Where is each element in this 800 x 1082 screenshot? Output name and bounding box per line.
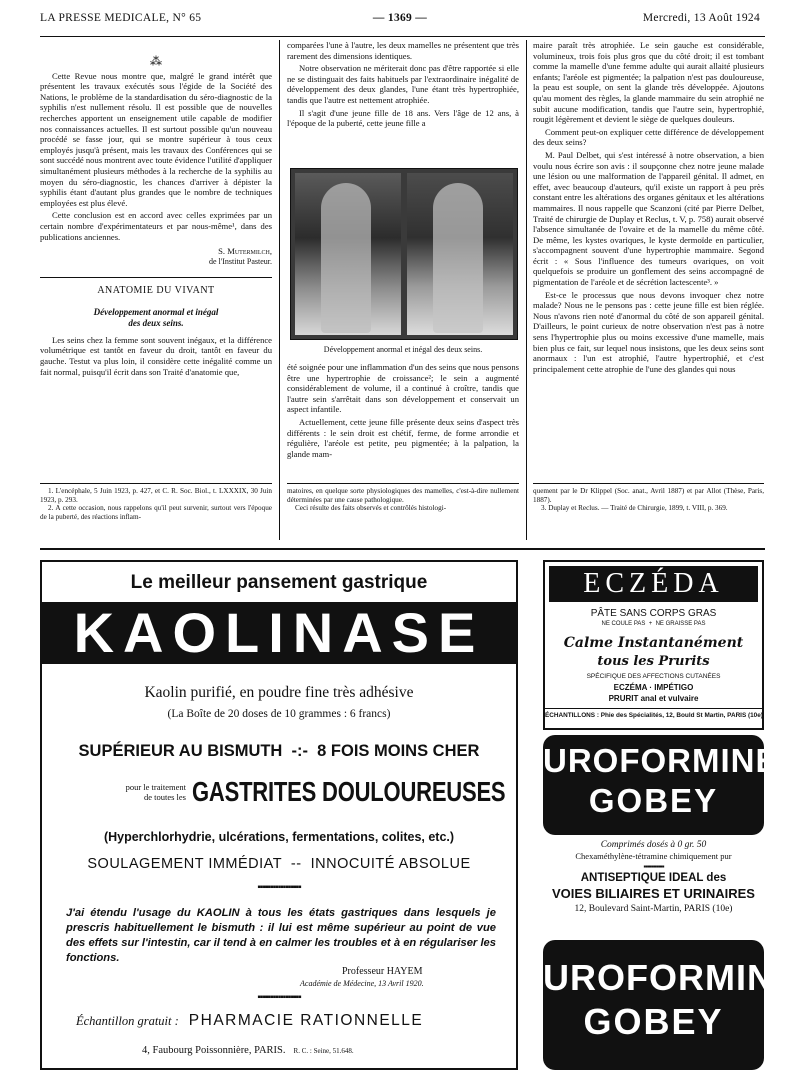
author-institution: de l'Institut Pasteur.: [209, 256, 272, 266]
figure-caption: Développement anormal et inégal des deux seins.: [323, 345, 483, 354]
author-name: S. Mutermilch,: [218, 246, 272, 257]
ad-prurit: PRURIT anal et vulvaire: [608, 694, 699, 703]
ad-separator: ▪▪▪▪▪▪▪▪▪▪▪: [643, 862, 664, 871]
issue-date: Mercredi, 13 Août 1924: [642, 12, 760, 24]
footnote: Ceci résulte des faits observés et contrôlés histologi-: [295, 504, 447, 513]
column-3-footnotes: [533, 487, 764, 513]
column-2-lower: [287, 362, 519, 461]
paragraph: Est-ce le processus que nous devons invoquer chez notre malade? Nous ne le pensons pas : cette jeune fille est bien réglée. Nous n'avons rien noté d'anormal du côté de son appareil génital. D'ailleurs, le point curieux de notre observation n'est pas à notre sens l'hypertrophie plus ou moins excessive d'une mamelle, mais bien plus ce fait, sur lequel nous insistons, que les deux seins sont anormaux : l'un est atrophié, l'autre hypertrophié, et c'est principalement cette atrophie de l'une des glandes qui nous: [533, 289, 764, 374]
ad-eczema: ECZÉMA · IMPÉTIGO: [613, 683, 694, 692]
ad-sample-label: Échantillon gratuit :: [76, 1014, 179, 1028]
article-subtitle: [40, 307, 272, 329]
paragraph: comparées l'une à l'autre, les deux mamelles ne présentent que très rarement des dimensions identiques.: [287, 40, 519, 61]
footnote: 1. L'encéphale, 5 Juin 1923, p. 427, et C. R. Soc. Biol., t. LXXXIX, 30 Juin 1923, p. 293.: [40, 487, 272, 504]
section-divider: [40, 277, 272, 278]
paragraph: été soignée pour une inflammation d'un des seins que nous pensons être une hypertrophie de croissance²; le sein a augmenté considérablement de volume, il a continué à croître, tandis que l'autre sein s'arrêtait dans son développement et conservait un aspect infantile.: [287, 362, 519, 415]
paragraph: Il s'agit d'une jeune fille de 18 ans. Vers l'âge de 12 ans, à l'époque de la puberté, cette jeune fille a: [287, 107, 519, 129]
ad-address-line: [142, 1040, 354, 1058]
ad-voies: VOIES BILIAIRES ET URINAIRES: [552, 886, 755, 901]
paragraph: Les seins chez la femme sont souvent inégaux, et la différence volumétrique est tantôt en faveur du droit, tantôt en faveur du gauche. Testut va plus loin, il considère cette inégalité comme un fait normal, puisqu'il écrit dans son Traité d'anatomie que,: [40, 334, 272, 377]
column-3: [533, 40, 764, 376]
ad-antiseptic: ANTISEPTIQUE IDEAL des: [580, 872, 727, 884]
paragraph: Cette conclusion est en accord avec celles exprimées par un certain nombre d'expérimentateurs et par nous-même¹, dans des publications anciennes.: [40, 210, 272, 242]
figure-photograph: [290, 168, 518, 340]
ad-relief: SOULAGEMENT IMMÉDIAT -- INNOCUITÉ ABSOLUE: [87, 856, 471, 872]
ad-samples: ÉCHANTILLONS : Phie des Spécialités, 12, Bould St Martin, PARIS (10e): [545, 712, 763, 719]
ad-professor: Professeur HAYEM: [342, 966, 423, 977]
footnote-rule: [533, 483, 764, 484]
uroformine-banner-2: [543, 940, 799, 1070]
ad-separator: ▪▪▪▪▪▪▪▪▪▪▪▪▪▪▪▪▪: [257, 992, 301, 1003]
ad-calm: Calme Instantanément: [563, 635, 744, 651]
ad-box-price: (La Boîte de 20 doses de 10 grammes : 6 francs): [167, 708, 391, 720]
header-rule: [40, 36, 765, 37]
ad-gastrites: GASTRITES DOULOUREUSES: [192, 776, 506, 808]
ad-superior: SUPÉRIEUR AU BISMUTH -:- 8 FOIS MOINS CHER: [78, 742, 480, 760]
footnote-rule: [287, 483, 519, 484]
photo-figure-right: [433, 183, 483, 333]
column-1: [40, 56, 272, 379]
page-number: — 1369 —: [372, 12, 428, 24]
paragraph: Notre observation ne mériterait donc pas d'être rapportée si elle ne se distinguait des faits habituels par l'extraordinaire inégalité de développement des deux glandes, l'une étant très hypertrophiée, tandis que l'autre est nettement atrophiée.: [287, 63, 519, 105]
footnote: matoires, en quelque sorte physiologiques des mamelles, c'est-à-dire nullement déterminées par une cause pathologique.: [287, 487, 519, 504]
paragraph: M. Paul Delbet, qui s'est intéressé à notre observation, a bien voulu nous écrire son avis : il soupçonne chez notre jeune malade une lésion ou une malformation de l'appareil génital. Il admet, en effet, avec beaucoup d'auteurs, qu'il existe un rapport à peu près constant entre les altérations des organes génitaux et les altérations mammaires. Il nous rappelle que Scanzoni (cité par Pierre Delbet, Traité de chirurgie de Duplay et Reclus, t. V, p. 758) aurait observé l'absence simultanée de l'ovaire et de la mamelle du même côté. De même, les kystes ovariques, le kyste dermoïde en particulier, s'accompagnent souvent d'une hypertrophie mammaire. Segond écrit : « Sous l'influence des tumeurs ovariques, on voit quelquefois se produire un gonflement des seins accompagné de pigmentation de l'aréole et de sécrétion lactescente³. »: [533, 149, 764, 288]
eczeda-advertisement: [543, 560, 764, 730]
footnote: 2. A cette occasion, nous rappelons qu'il peut survenir, surtout vers l'époque de la puberté, des réactions inflam-: [40, 504, 272, 521]
ad-divider: [545, 708, 762, 709]
ad-comprimes: Comprimés dosés à 0 gr. 50: [600, 840, 707, 850]
footnote: quement par le Dr Klippel (Soc. anat., Avril 1887) et par Allot (Thèse, Paris, 1887).: [533, 487, 764, 504]
journal-name: LA PRESSE MEDICALE, N° 65: [40, 12, 202, 24]
ad-chemical: Chexaméthylène-tétramine chimiquement pur: [575, 851, 732, 861]
ad-pruritus: tous les Prurits: [597, 654, 710, 669]
ad-brand-uroformine: UROFORMINE: [543, 742, 779, 779]
photo-figure-left: [321, 183, 371, 333]
ad-conditions: (Hyperchlorhydrie, ulcérations, fermentations, colites, etc.): [103, 830, 455, 844]
ad-rc: R. C. : Seine, 51.648.: [293, 1047, 354, 1055]
ad-specific: SPÉCIFIQUE DES AFFECTIONS CUTANÉES: [586, 673, 721, 680]
uroformine-details: [543, 838, 764, 934]
paragraph: maire paraît très atrophiée. Le sein gauche est considérable, volumineux, trois fois plus gros que du côté droit; il est tombant comme la mamelle d'une femme adulte qui aurait allaité plusieurs enfants; l'aréole est pigmentée; la palpation n'est pas douloureuse, la peau est souple, on sent la glande très développée. Ajoutons qu'au moment des règles, la glande mammaire du sein atrophié ne subit aucune modification, tandis que l'autre sein, hypertrophié, rougit légèrement et devient le siège de quelques douleurs.: [533, 40, 764, 125]
ad-academy: Académie de Médecine, 13 Avril 1920.: [300, 979, 424, 988]
paragraph: Cette Revue nous montre que, malgré le grand intérêt que présentent les travaux exécutés sous l'égide de la Société des Nations, le problème de la standardisation du séro-diagnostic de la syphilis n'est nullement résolu. Il est possible que de nouvelles recherches apportent un enseignement utile capable de modifier nos connaissances actuelles. Il est surtout possible qu'un nouveau procédé se fasse jour, qui se montre supérieur à tous ceux employés jusqu'à présent, mais les travaux des Conférences qui se sont succédé nous montrent avec toute évidence l'utilité d'appliquer simultanément plusieurs méthodes à la recherche de la syphilis au moyen du séro-diagnostic, les chances d'arriver à dépister la syphilis étant d'autant plus grandes que le nombre de techniques employées est plus élevé.: [40, 70, 272, 208]
ad-pour-line: pour le traitement: [125, 782, 186, 792]
ad-paste-sub: NE COULE PAS + NE GRAISSE PAS: [601, 621, 706, 627]
footnote-rule: [40, 483, 272, 484]
ad-brand-uroformine: UROFORMINE: [543, 957, 799, 998]
ad-pharmacy: PHARMACIE RATIONNELLE: [188, 1012, 424, 1029]
column-2-footnotes: [287, 487, 519, 513]
ad-paste: PÂTE SANS CORPS GRAS: [590, 608, 717, 619]
ad-brand-gobey: GOBEY: [583, 1001, 724, 1042]
advertisement-rule: [40, 548, 765, 550]
ad-pour-line: de toutes les: [143, 792, 186, 802]
article-subtitle-line: des deux seins.: [128, 317, 184, 328]
ad-brand-eczeda: ECZÉDA: [549, 566, 758, 602]
ad-brand-gobey: GOBEY: [588, 782, 719, 819]
ad-pour-label: [76, 782, 186, 802]
column-1-footnotes: [40, 487, 272, 521]
ad-description: Kaolin purifié, en poudre fine très adhésive: [144, 684, 414, 701]
ad-treatment-line: [76, 776, 506, 810]
ad-separator: ▪▪▪▪▪▪▪▪▪▪▪▪▪▪▪▪▪: [257, 882, 301, 893]
section-stars: ⁂: [150, 54, 162, 68]
paragraph: Comment peut-on expliquer cette différence de développement des deux seins?: [533, 126, 764, 148]
column-rule-1: [279, 40, 280, 540]
article-subtitle-line: Développement anormal et inégal: [93, 306, 219, 317]
column-2: [287, 40, 519, 131]
ad-sample-line: [76, 1012, 506, 1030]
kaolinase-advertisement: [40, 560, 518, 1070]
footnote: 3. Duplay et Reclus. — Traité de Chirurgie, 1899, t. VIII, p. 369.: [541, 504, 728, 513]
paragraph: Actuellement, cette jeune fille présente deux seins d'aspect très différents : le sein droit est chétif, ferme, de forme arrondie et régulière, l'aréole est petite, peu pigmentée; à la palpation, la glande mam-: [287, 416, 519, 459]
uroformine-banner-1: [543, 735, 779, 835]
column-rule-2: [526, 40, 527, 540]
section-title: ANATOMIE DU VIVANT: [97, 285, 215, 297]
running-header: [40, 12, 760, 28]
ad-address: 12, Boulevard Saint-Martin, PARIS (10e): [574, 904, 733, 914]
ad-address: 4, Faubourg Poissonnière, PARIS.: [142, 1045, 286, 1056]
ad-tagline: Le meilleur pansement gastrique: [130, 572, 428, 593]
ad-brand-kaolinase: KAOLINASE: [40, 602, 518, 664]
ad-quote: J'ai étendu l'usage du KAOLIN à tous les états gastriques dans lesquels je prescris habituellement le bismuth : il lui est même supérieur au point de vue des effets sur l'intestin, car il tend à en calmer les troubles et à en régulariser les fonctions.: [66, 907, 496, 964]
